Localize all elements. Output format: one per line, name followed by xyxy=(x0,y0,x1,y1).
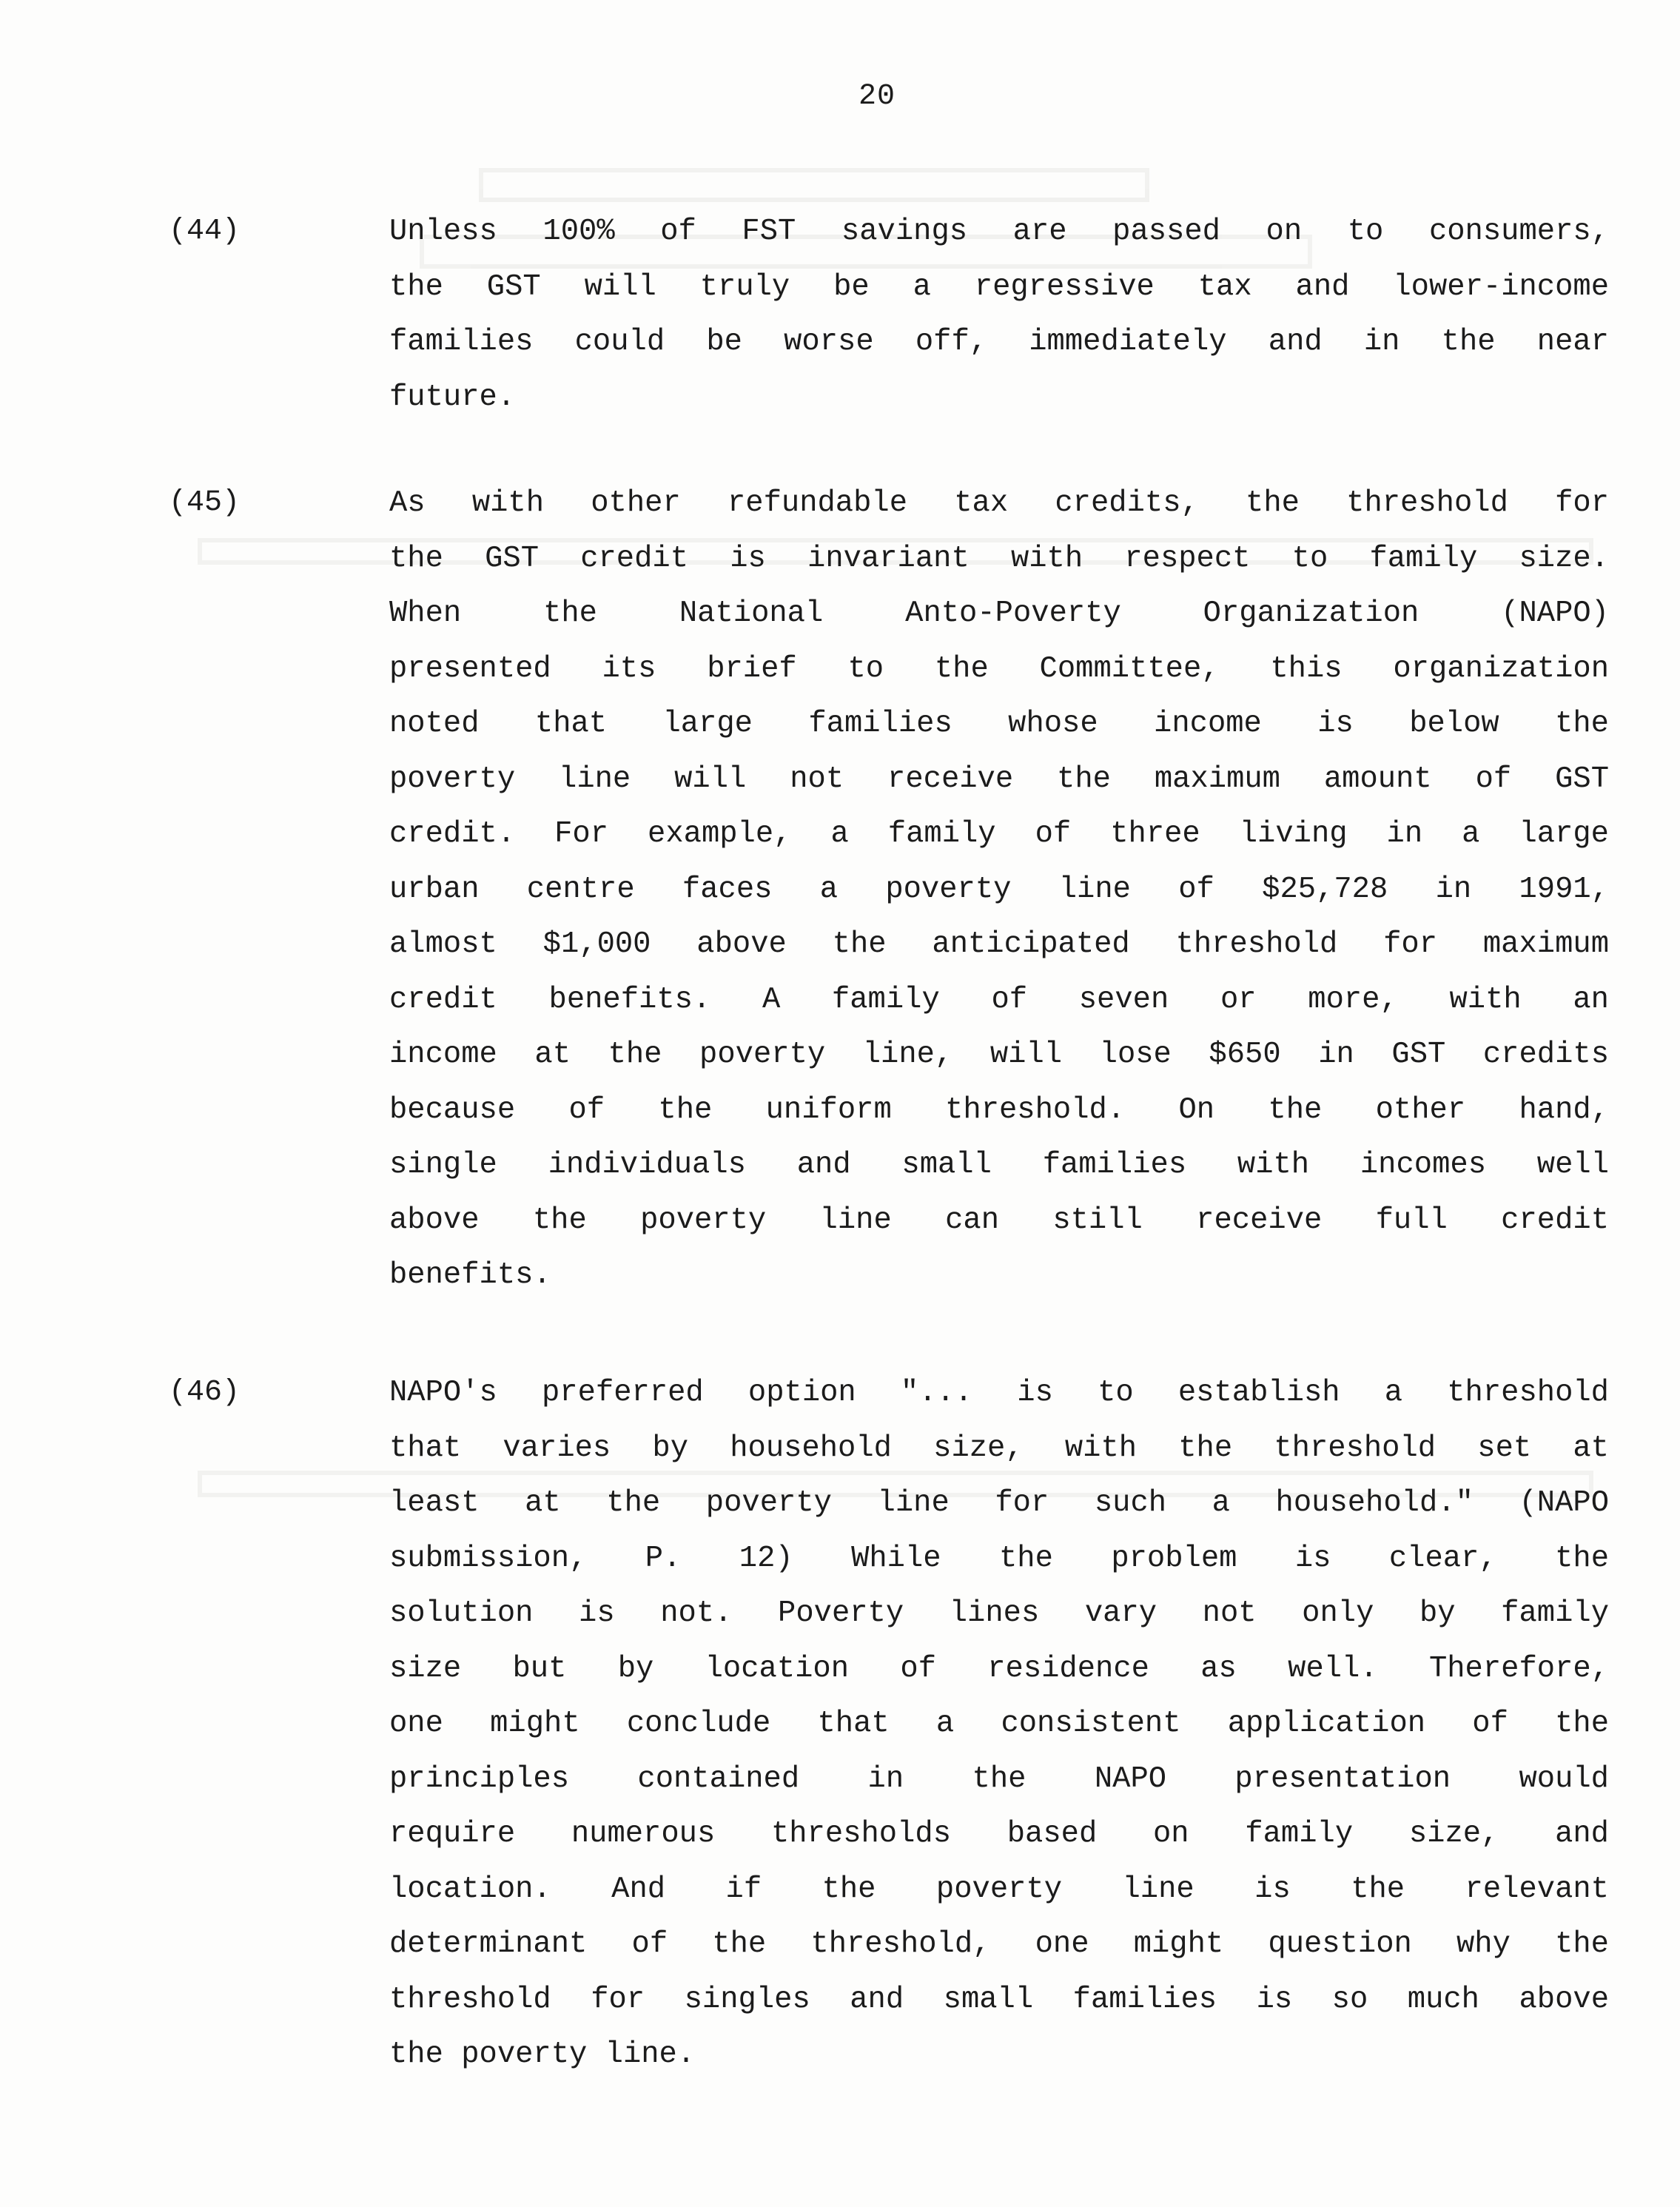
text-line: single individuals and small families with incomes well xyxy=(389,1148,1609,1182)
text-line: future. xyxy=(389,380,516,414)
text-line: solution is not. Poverty lines vary not only by family xyxy=(389,1596,1609,1630)
text-line: location. And if the poverty line is the relevant xyxy=(389,1872,1609,1907)
text-line: because of the uniform threshold. On the other hand, xyxy=(389,1092,1609,1127)
text-line: As with other refundable tax credits, the threshold for xyxy=(389,486,1609,520)
paragraph-number: (46) xyxy=(169,1376,241,1409)
text-line: almost $1,000 above the anticipated threshold for maximum xyxy=(389,927,1609,961)
text-line: determinant of the threshold, one might question why the xyxy=(389,1927,1609,1961)
text-line: urban centre faces a poverty line of $25,728 in 1991, xyxy=(389,872,1609,907)
text-line: credit. For example, a family of three living in a large xyxy=(389,817,1609,851)
text-line: require numerous thresholds based on family size, and xyxy=(389,1817,1609,1851)
paragraph-number: (44) xyxy=(169,215,241,248)
text-line: the GST credit is invariant with respect to family size. xyxy=(389,541,1609,576)
text-line: the GST will truly be a regressive tax and lower-income xyxy=(389,269,1609,304)
text-line: submission, P. 12) While the problem is clear, the xyxy=(389,1541,1609,1576)
text-line: families could be worse off, immediately and in the near xyxy=(389,325,1609,359)
text-line: the poverty line. xyxy=(389,2038,696,2072)
text-line: noted that large families whose income is below the xyxy=(389,707,1609,741)
text-line: NAPO's preferred option "... is to establish a threshold xyxy=(389,1376,1609,1410)
text-line: that varies by household size, with the threshold set at xyxy=(389,1431,1609,1465)
paragraph-text xyxy=(389,1365,1609,2083)
text-line: When the National Anto-Poverty Organization (NAPO) xyxy=(389,597,1609,631)
paragraph-text xyxy=(389,476,1609,1303)
paragraph-number: (45) xyxy=(169,486,241,520)
paragraph-text xyxy=(389,204,1609,425)
text-line: income at the poverty line, will lose $650 in GST credits xyxy=(389,1038,1609,1072)
text-line: benefits. xyxy=(389,1258,551,1292)
text-line: poverty line will not receive the maximum amount of GST xyxy=(389,762,1609,796)
text-line: threshold for singles and small families is so much above xyxy=(389,1982,1609,2017)
text-line: presented its brief to the Committee, this organization xyxy=(389,651,1609,686)
text-line: credit benefits. A family of seven or more, with an xyxy=(389,982,1609,1017)
text-line: principles contained in the NAPO presentation would xyxy=(389,1761,1609,1796)
text-line: Unless 100% of FST savings are passed on to consumers, xyxy=(389,215,1609,249)
page-number: 20 xyxy=(859,80,896,113)
text-line: size but by location of residence as well. Therefore, xyxy=(389,1651,1609,1686)
text-line: above the poverty line can still receive full credit xyxy=(389,1203,1609,1237)
text-line: one might conclude that a consistent application of the xyxy=(389,1707,1609,1741)
text-line: least at the poverty line for such a household." (NAPO xyxy=(389,1486,1609,1520)
